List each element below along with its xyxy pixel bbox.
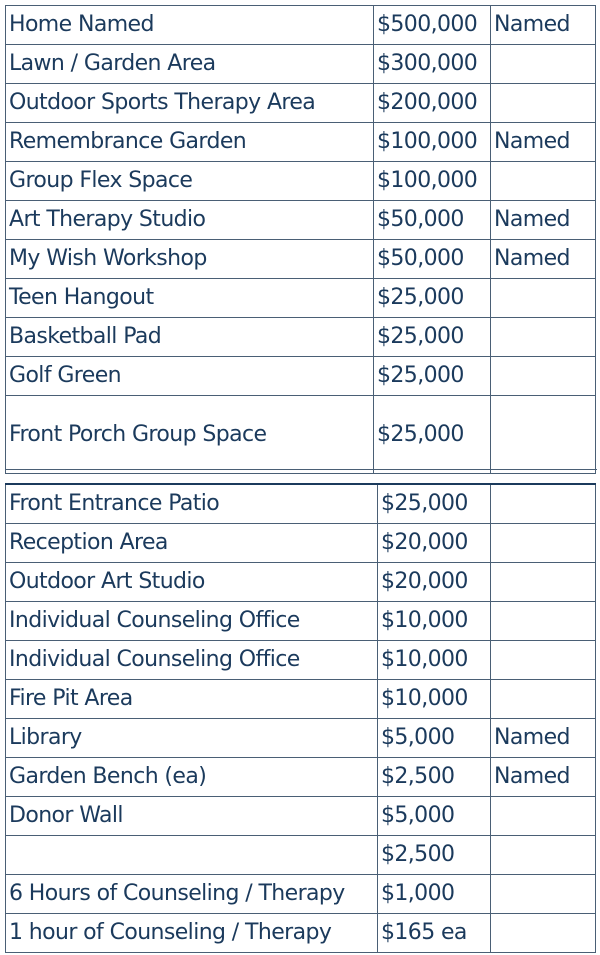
note-cell bbox=[491, 84, 596, 123]
table-row bbox=[6, 757, 596, 796]
table-row bbox=[6, 601, 596, 640]
item-cell: Golf Green bbox=[6, 357, 374, 396]
table-row bbox=[6, 84, 596, 123]
table-row bbox=[6, 562, 596, 601]
amount-cell: $5,000 bbox=[378, 796, 491, 835]
note-cell bbox=[491, 45, 596, 84]
note-cell bbox=[491, 874, 596, 913]
amount-cell: $25,000 bbox=[374, 279, 491, 318]
amount-cell: $300,000 bbox=[374, 45, 491, 84]
item-cell: 1 hour of Counseling / Therapy bbox=[6, 913, 378, 952]
item-cell: Outdoor Sports Therapy Area bbox=[6, 84, 374, 123]
table-row bbox=[6, 874, 596, 913]
note-cell bbox=[491, 913, 596, 952]
item-cell: Library bbox=[6, 718, 378, 757]
item-cell: Individual Counseling Office bbox=[6, 640, 378, 679]
amount-cell: $10,000 bbox=[378, 640, 491, 679]
amount-cell: $100,000 bbox=[374, 123, 491, 162]
table-row bbox=[6, 640, 596, 679]
item-cell: Front Porch Group Space bbox=[6, 396, 374, 474]
table-row bbox=[6, 913, 596, 952]
item-cell: Garden Bench (ea) bbox=[6, 757, 378, 796]
table-row bbox=[6, 484, 596, 523]
item-cell: Art Therapy Studio bbox=[6, 201, 374, 240]
item-cell: My Wish Workshop bbox=[6, 240, 374, 279]
table-row bbox=[6, 396, 596, 474]
note-cell bbox=[491, 279, 596, 318]
item-cell: Outdoor Art Studio bbox=[6, 562, 378, 601]
table-row bbox=[6, 279, 596, 318]
amount-cell: $200,000 bbox=[374, 84, 491, 123]
item-cell: Basketball Pad bbox=[6, 318, 374, 357]
note-cell bbox=[491, 562, 596, 601]
amount-cell: $25,000 bbox=[378, 484, 491, 523]
note-cell bbox=[491, 601, 596, 640]
note-cell bbox=[491, 640, 596, 679]
table-row bbox=[6, 796, 596, 835]
section-divider bbox=[5, 469, 597, 470]
amount-cell: $25,000 bbox=[374, 396, 491, 474]
table-row bbox=[6, 835, 596, 874]
amount-cell: $500,000 bbox=[374, 6, 491, 45]
item-cell: Teen Hangout bbox=[6, 279, 374, 318]
note-cell bbox=[491, 318, 596, 357]
amount-cell: $50,000 bbox=[374, 240, 491, 279]
amount-cell: $2,500 bbox=[378, 757, 491, 796]
note-cell bbox=[491, 484, 596, 523]
table-row bbox=[6, 718, 596, 757]
naming-opportunities-table-1 bbox=[5, 5, 596, 474]
amount-cell: $2,500 bbox=[378, 835, 491, 874]
note-cell bbox=[491, 162, 596, 201]
table-row bbox=[6, 240, 596, 279]
table-row bbox=[6, 318, 596, 357]
amount-cell: $10,000 bbox=[378, 601, 491, 640]
item-cell: Front Entrance Patio bbox=[6, 484, 378, 523]
table-row bbox=[6, 123, 596, 162]
amount-cell: $20,000 bbox=[378, 523, 491, 562]
item-cell: Reception Area bbox=[6, 523, 378, 562]
note-cell: Named bbox=[491, 240, 596, 279]
note-cell bbox=[491, 679, 596, 718]
item-cell: Donor Wall bbox=[6, 796, 378, 835]
note-cell bbox=[491, 523, 596, 562]
amount-cell: $1,000 bbox=[378, 874, 491, 913]
item-cell: Home Named bbox=[6, 6, 374, 45]
item-cell: Lawn / Garden Area bbox=[6, 45, 374, 84]
amount-cell: $100,000 bbox=[374, 162, 491, 201]
note-cell bbox=[491, 396, 596, 474]
amount-cell: $10,000 bbox=[378, 679, 491, 718]
naming-opportunities-table-2 bbox=[5, 483, 596, 953]
item-cell: Individual Counseling Office bbox=[6, 601, 378, 640]
amount-cell: $25,000 bbox=[374, 357, 491, 396]
note-cell: Named bbox=[491, 123, 596, 162]
table-row bbox=[6, 162, 596, 201]
table-row bbox=[6, 6, 596, 45]
table-row bbox=[6, 679, 596, 718]
note-cell: Named bbox=[491, 6, 596, 45]
note-cell: Named bbox=[491, 757, 596, 796]
note-cell: Named bbox=[491, 718, 596, 757]
table-row bbox=[6, 523, 596, 562]
amount-cell: $5,000 bbox=[378, 718, 491, 757]
note-cell bbox=[491, 796, 596, 835]
item-cell: 6 Hours of Counseling / Therapy bbox=[6, 874, 378, 913]
amount-cell: $25,000 bbox=[374, 318, 491, 357]
table-row bbox=[6, 201, 596, 240]
amount-cell: $50,000 bbox=[374, 201, 491, 240]
table-row bbox=[6, 45, 596, 84]
note-cell bbox=[491, 835, 596, 874]
item-cell: Group Flex Space bbox=[6, 162, 374, 201]
note-cell bbox=[491, 357, 596, 396]
note-cell: Named bbox=[491, 201, 596, 240]
item-cell: Remembrance Garden bbox=[6, 123, 374, 162]
amount-cell: $20,000 bbox=[378, 562, 491, 601]
item-cell: Fire Pit Area bbox=[6, 679, 378, 718]
amount-cell: $165 ea bbox=[378, 913, 491, 952]
item-cell bbox=[6, 835, 378, 874]
table-row bbox=[6, 357, 596, 396]
